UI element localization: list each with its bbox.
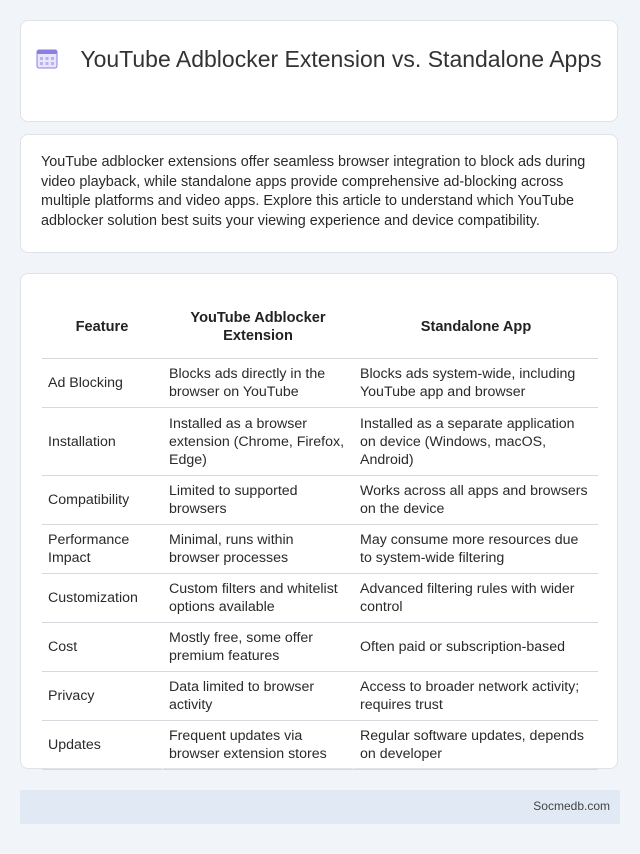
intro-card [20,134,618,253]
table-cell: Regular software updates, depends on developer [354,721,599,770]
title-card [20,20,618,122]
table-cell: Installation [42,408,163,476]
table-row [42,408,598,476]
comparison-table-card [20,273,618,769]
table-cell: May consume more resources due to system-wide filtering [354,525,599,574]
table-cell: Ad Blocking [42,359,163,408]
table-cell: Customization [42,574,163,623]
table-row [42,721,598,770]
table-cell: Blocks ads system-wide, including YouTube app and browser [354,359,599,408]
table-cell: Mostly free, some offer premium features [163,623,354,672]
column-header: Feature [42,295,163,359]
table-cell: Limited to supported browsers [163,476,354,525]
table-cell: Often paid or subscription-based [354,623,599,672]
intro-paragraph: YouTube adblocker extensions offer seamless browser integration to block ads during video playback, while standalone apps provide comprehensive ad-blocking across multiple platforms and video apps. Explore this article to understand which YouTube adblocker solution best suits your viewing experience and device compatibility. [41,154,586,229]
column-header: YouTube Adblocker Extension [163,295,354,359]
table-cell: Cost [42,623,163,672]
table-cell: Works across all apps and browsers on the device [354,476,599,525]
table-row [42,359,598,408]
table-row [42,672,598,721]
footer-site-link[interactable]: Socmedb.com [533,799,610,813]
footer [20,790,620,824]
table-cell: Installed as a browser extension (Chrome, Firefox, Edge) [163,408,354,476]
page-title: YouTube Adblocker Extension vs. Standalone Apps [80,46,602,72]
table-cell: Minimal, runs within browser processes [163,525,354,574]
table-cell: Access to broader network activity; requires trust [354,672,599,721]
table-cell: Compatibility [42,476,163,525]
table-cell: Custom filters and whitelist options available [163,574,354,623]
page-title-wrap [21,45,617,74]
table-cell: Performance Impact [42,525,163,574]
table-cell: Installed as a separate application on device (Windows, macOS, Android) [354,408,599,476]
table-cell: Privacy [42,672,163,721]
calendar-icon [36,49,58,69]
table-cell: Data limited to browser activity [163,672,354,721]
table-cell: Frequent updates via browser extension stores [163,721,354,770]
table-row [42,525,598,574]
table-cell: Blocks ads directly in the browser on YouTube [163,359,354,408]
table-cell: Advanced filtering rules with wider control [354,574,599,623]
column-header: Standalone App [354,295,599,359]
table-header-row [42,295,598,359]
table-row [42,476,598,525]
table-row [42,623,598,672]
table-cell: Updates [42,721,163,770]
table-row [42,574,598,623]
comparison-table [42,295,598,770]
